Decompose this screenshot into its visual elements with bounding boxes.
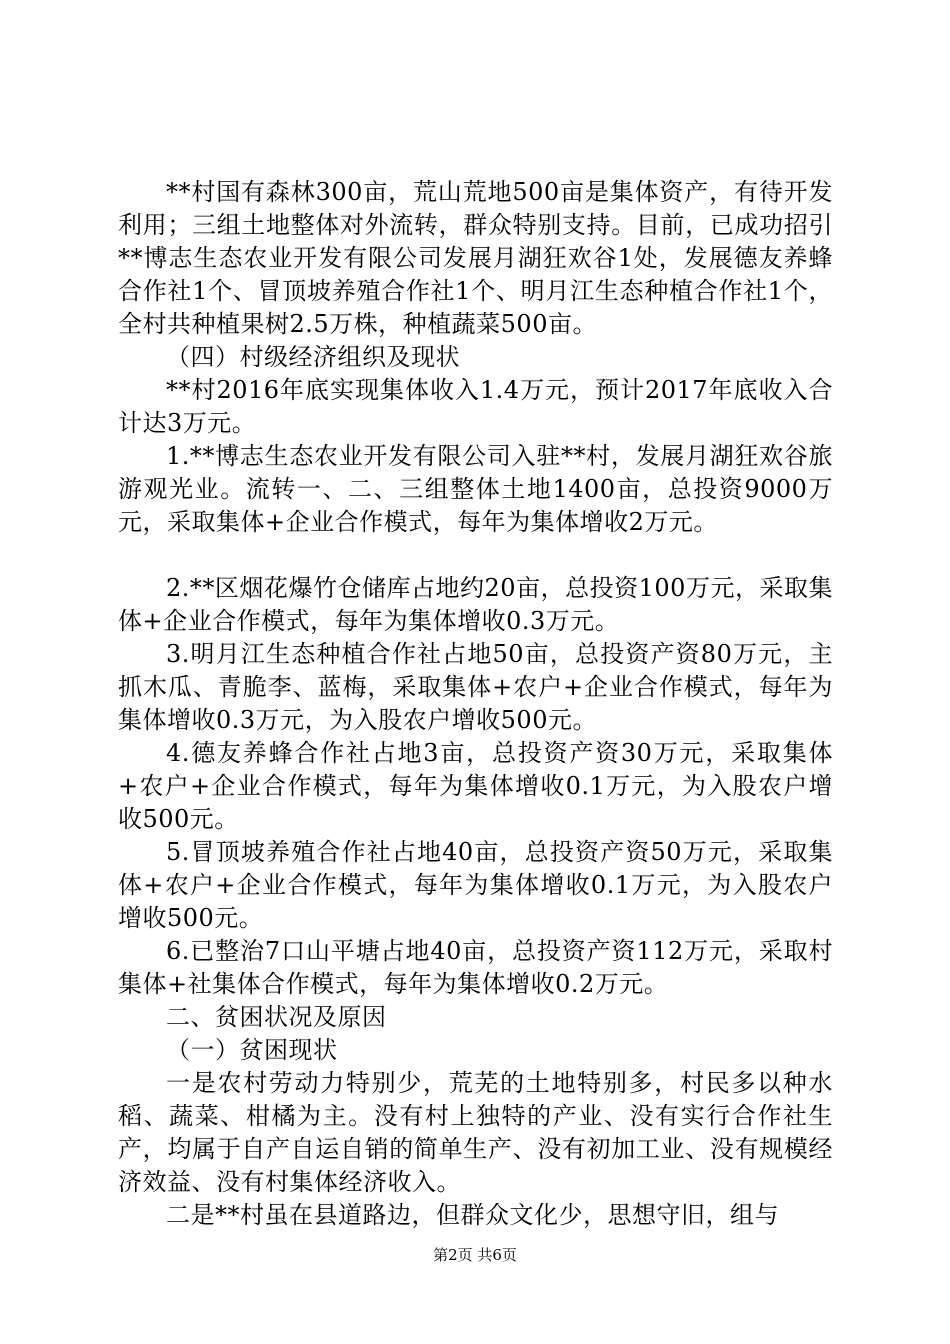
section-heading-village-economy: （四）村级经济组织及现状 xyxy=(166,343,460,371)
paragraph-land-resources: **村国有森林300亩，荒山荒地500亩是集体资产，有待开发利用；三组土地整体对外流转，群众特别支持。目前，已成功招引**博志生态农业开发有限公司发展月湖狂欢谷1处，发展德友养蜂合作社1个、冒顶坡养殖合作社1个、明月江生态种植合作社1个，全村共种植果树2.5万株，种植蔬菜500亩。 xyxy=(118,178,833,338)
list-item-3: 3.明月江生态种植合作社占地50亩，总投资产资80万元，主抓木瓜、青脆李、蓝梅，采取集体+农户+企业合作模式，每年为集体增收0.3万元，为入股农户增收500元。 xyxy=(118,640,833,734)
paragraph-reason-1: 一是农村劳动力特别少，荒芜的土地特别多，村民多以种水稻、蔬菜、柑橘为主。没有村上独特的产业、没有实行合作社生产，均属于自产自运自销的简单生产、没有初加工业、没有规模经济效益、没有村集体经济收入。 xyxy=(118,1069,833,1196)
document-body xyxy=(118,176,833,1232)
section-heading-poverty: 二、贫困状况及原因 xyxy=(166,1003,387,1031)
list-item-1: 1.**博志生态农业开发有限公司入驻**村，发展月湖狂欢谷旅游观光业。流转一、二、三组整体土地1400亩，总投资9000万元，采取集体+企业合作模式，每年为集体增收2万元。 xyxy=(118,442,833,536)
paragraph-collective-income: **村2016年底实现集体收入1.4万元，预计2017年底收入合计达3万元。 xyxy=(118,376,833,437)
list-item-5: 5.冒顶坡养殖合作社占地40亩，总投资产资50万元，采取集体+农户+企业合作模式，每年为集体增收0.1万元，为入股农户增收500元。 xyxy=(118,838,833,932)
list-item-6: 6.已整治7口山平塘占地40亩，总投资产资112万元，采取村集体+社集体合作模式，每年为集体增收0.2万元。 xyxy=(118,937,833,998)
subsection-heading-poverty-status: （一）贫困现状 xyxy=(166,1036,338,1064)
page-footer: 第2页 共6页 xyxy=(433,1246,517,1264)
paragraph-reason-2: 二是**村虽在县道路边，但群众文化少，思想守旧，组与 xyxy=(166,1201,779,1229)
list-item-2: 2.**区烟花爆竹仓储库占地约20亩，总投资100万元，采取集体+企业合作模式，每年为集体增收0.3万元。 xyxy=(118,574,833,635)
list-item-4: 4.德友养蜂合作社占地3亩，总投资产资30万元，采取集体+农户+企业合作模式，每年为集体增收0.1万元，为入股农户增收500元。 xyxy=(118,739,833,833)
